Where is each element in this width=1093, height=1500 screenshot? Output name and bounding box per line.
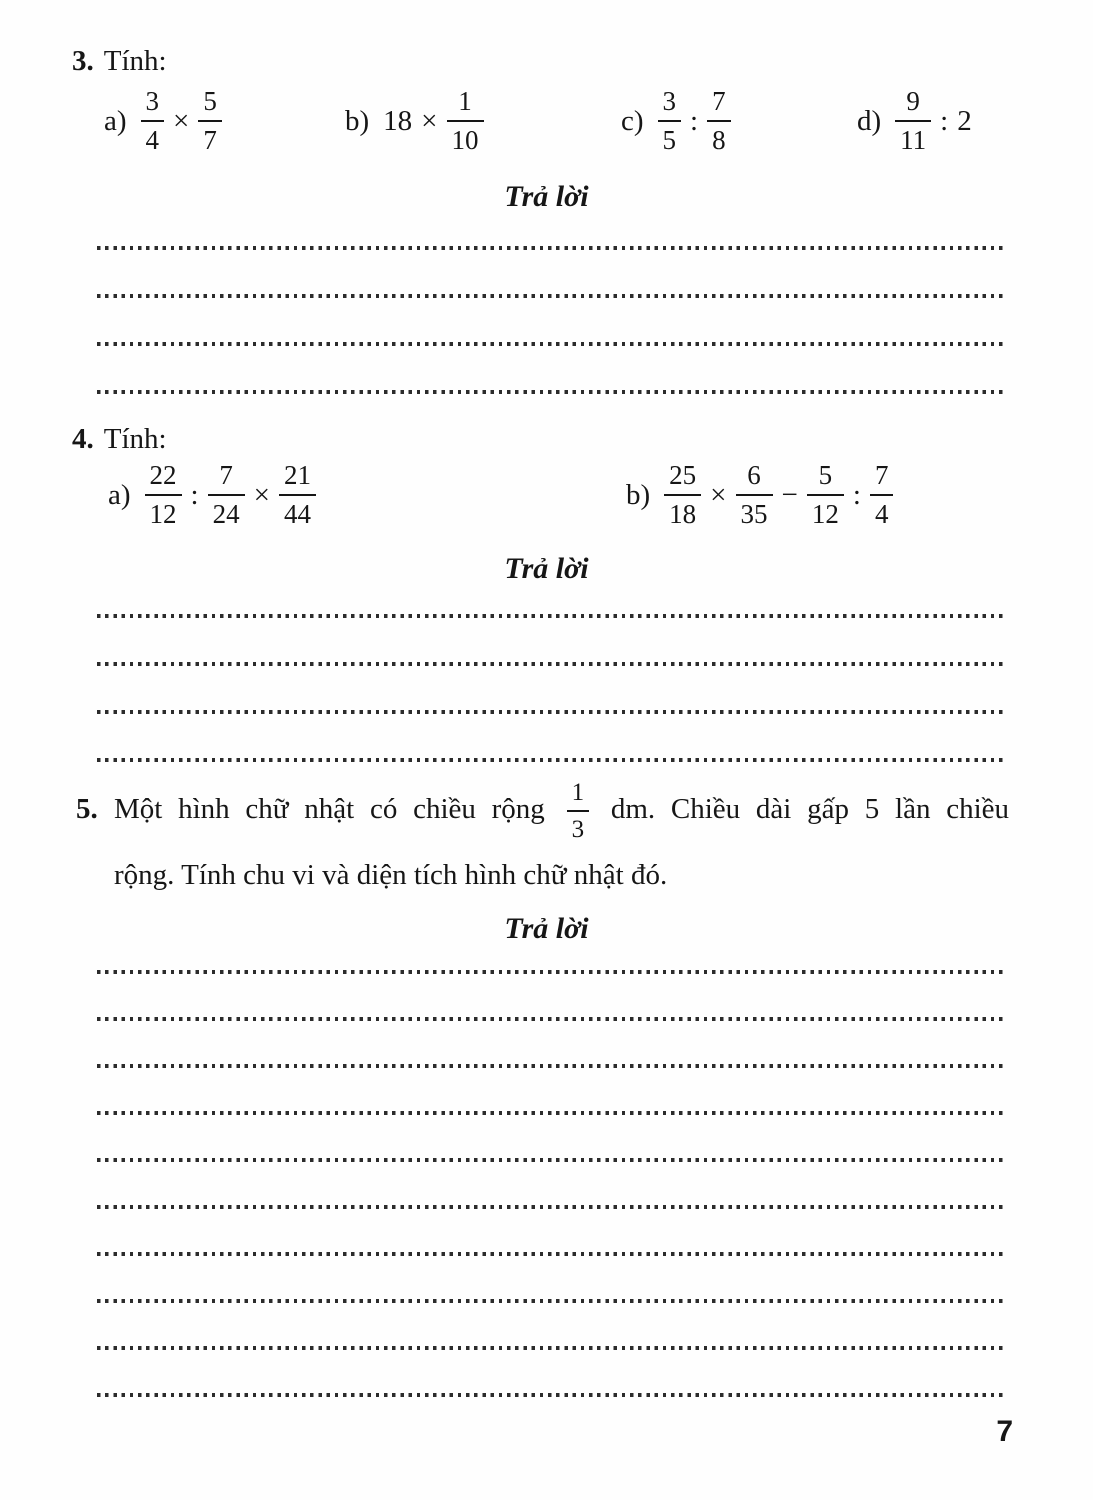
part-d (857, 88, 974, 154)
numerator: 5 (818, 460, 833, 490)
denominator: 7 (198, 120, 222, 154)
denominator: 8 (707, 120, 731, 154)
fraction (567, 780, 590, 842)
denominator: 11 (895, 120, 931, 154)
dotted-answer-line (97, 970, 1005, 974)
part-label: b) (626, 478, 651, 511)
denominator: 3 (567, 810, 590, 842)
denominator: 12 (145, 494, 182, 528)
denominator: 35 (736, 494, 773, 528)
statement-line: rộng. Tính chu vi và diện tích hình chữ nhật đó. (114, 859, 668, 892)
answer-lines (0, 614, 1093, 762)
dotted-answer-line (97, 1393, 1005, 1397)
operator: × (253, 478, 270, 511)
fraction (658, 88, 682, 154)
problem-title: Tính: (103, 423, 167, 455)
fraction (807, 462, 844, 528)
numerator: 25 (669, 460, 697, 490)
fraction (707, 88, 731, 154)
dotted-answer-line (97, 758, 1005, 762)
dotted-answer-line (97, 1064, 1005, 1068)
part-label: b) (345, 104, 370, 137)
operator: : (190, 478, 199, 511)
operator: × (421, 104, 438, 137)
fraction (447, 88, 484, 154)
number: 2 (957, 104, 972, 137)
answer-label: Trả lời (504, 552, 589, 585)
fraction (664, 462, 701, 528)
statement-line: Một hình chữ nhật có chiều rộng $\frac{1}{3}$ dm. Chiều dài gấp 5 lần chiều (114, 779, 1010, 844)
fraction (208, 462, 245, 528)
operator: : (852, 478, 861, 511)
operator: − (781, 478, 798, 511)
fraction (279, 462, 316, 528)
page-number: 7 (996, 1415, 1013, 1449)
dotted-answer-line (97, 390, 1005, 394)
dotted-answer-line (97, 662, 1005, 666)
part-a (104, 88, 345, 154)
part-a (108, 462, 626, 528)
fraction (895, 88, 931, 154)
problem-4 (0, 422, 1093, 762)
fraction (145, 462, 182, 528)
part-label: c) (621, 104, 644, 137)
fraction (870, 462, 894, 528)
denominator: 10 (447, 120, 484, 154)
numerator: 7 (874, 460, 889, 490)
dotted-answer-line (97, 614, 1005, 618)
dotted-answer-line (97, 1158, 1005, 1162)
part-b (345, 88, 621, 154)
fraction (141, 88, 165, 154)
part-b (626, 462, 895, 528)
answer-lines (0, 246, 1093, 394)
operator: × (173, 104, 190, 137)
denominator: 4 (141, 120, 165, 154)
statement-text (114, 776, 1009, 908)
denominator: 12 (807, 494, 844, 528)
numerator: 6 (747, 460, 761, 490)
part-label: a) (104, 104, 127, 137)
problem-title: Tính: (103, 45, 167, 77)
part-c (621, 88, 857, 154)
answer-label: Trả lời (504, 180, 589, 213)
expression-row (104, 88, 1093, 154)
fraction (736, 462, 773, 528)
dotted-answer-line (97, 1252, 1005, 1256)
numerator: 1 (571, 779, 585, 807)
problem-number: 4. (72, 423, 94, 455)
dotted-answer-line (97, 294, 1005, 298)
problem-3 (0, 44, 1093, 394)
part-label: d) (857, 104, 882, 137)
numerator: 7 (712, 86, 726, 116)
dotted-answer-line (97, 1205, 1005, 1209)
dotted-answer-line (97, 1017, 1005, 1021)
problem-statement (76, 776, 1009, 908)
problem-heading (72, 422, 1093, 456)
numerator: 3 (145, 86, 160, 116)
denominator: 44 (279, 494, 316, 528)
dotted-answer-line (97, 1299, 1005, 1303)
dotted-answer-line (97, 1346, 1005, 1350)
answer-label: Trả lời (504, 912, 589, 946)
number: 18 (383, 104, 413, 137)
denominator: 24 (208, 494, 245, 528)
numerator: 21 (283, 460, 311, 490)
operator: : (940, 104, 949, 137)
problem-number: 5. (76, 793, 98, 825)
part-label: a) (108, 478, 131, 511)
numerator: 5 (203, 86, 217, 116)
expression-row (108, 462, 1093, 528)
dotted-answer-line (97, 342, 1005, 346)
fraction (198, 88, 222, 154)
problem-number: 3. (72, 45, 94, 77)
problem-5 (0, 776, 1093, 1397)
numerator: 22 (149, 460, 177, 490)
numerator: 9 (906, 86, 920, 116)
dotted-answer-line (97, 246, 1005, 250)
numerator: 7 (219, 460, 233, 490)
denominator: 4 (870, 494, 894, 528)
denominator: 5 (658, 120, 682, 154)
problem-heading (72, 44, 1093, 78)
dotted-answer-line (97, 1111, 1005, 1115)
answer-lines (0, 970, 1093, 1397)
operator: × (710, 478, 727, 511)
operator: : (690, 104, 699, 137)
numerator: 1 (458, 86, 472, 116)
dotted-answer-line (97, 710, 1005, 714)
denominator: 18 (664, 494, 701, 528)
numerator: 3 (662, 86, 677, 116)
